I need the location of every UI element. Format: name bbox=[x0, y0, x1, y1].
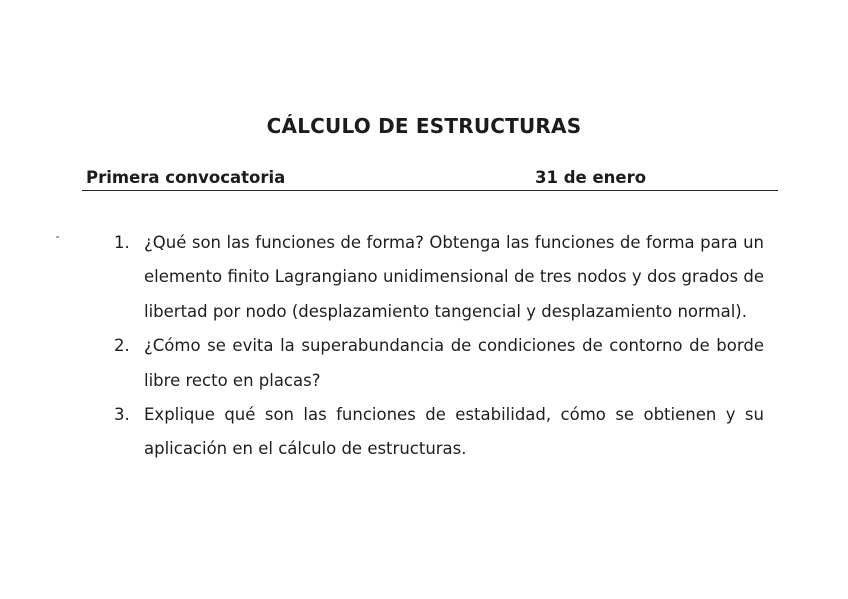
question-number: 1. bbox=[114, 233, 130, 252]
question-item bbox=[114, 329, 764, 398]
question-text: Explique qué son las funciones de estabilidad, cómo se obtienen y su aplicación en el cálculo de estructuras. bbox=[144, 405, 764, 459]
question-text: ¿Cómo se evita la superabundancia de condiciones de contorno de borde libre recto en placas? bbox=[144, 336, 764, 390]
question-list bbox=[114, 226, 764, 467]
exam-session: Primera convocatoria bbox=[86, 168, 286, 187]
scan-speck bbox=[56, 236, 59, 238]
question-item bbox=[114, 398, 764, 467]
exam-header bbox=[82, 168, 778, 191]
question-text: ¿Qué son las funciones de forma? Obtenga las funciones de forma para un elemento finito Lagrangiano unidimensional de tres nodos y dos grados de libertad por nodo (desplazamiento tangencial y desplazamiento normal). bbox=[144, 233, 764, 321]
question-number: 2. bbox=[114, 336, 130, 356]
exam-date: 31 de enero bbox=[535, 168, 647, 187]
document-title: CÁLCULO DE ESTRUCTURAS bbox=[266, 114, 582, 138]
question-number: 3. bbox=[114, 405, 130, 425]
question-item bbox=[114, 226, 764, 329]
